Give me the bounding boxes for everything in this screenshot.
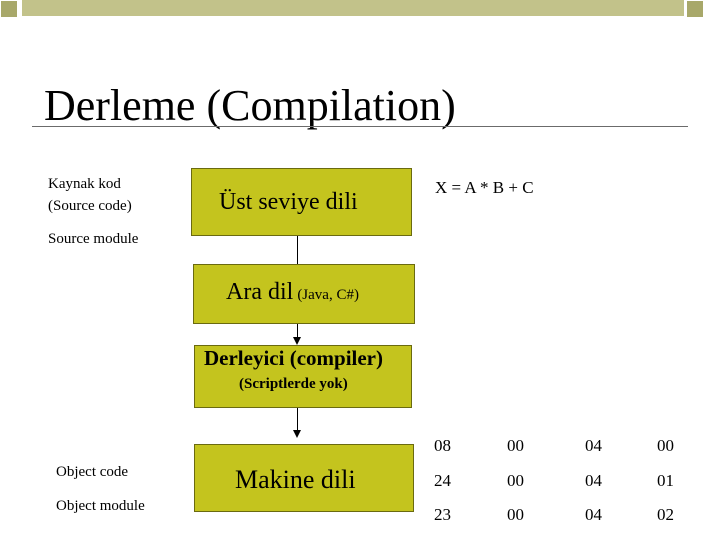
machine-code-cell: 08	[434, 436, 451, 455]
machine-code-cell: 00	[507, 471, 524, 490]
intermediate-language-box	[193, 264, 415, 324]
intermediate-language-examples: (Java, C#)	[297, 287, 359, 303]
arrow-head-1	[293, 337, 301, 345]
machine-code-cell: 24	[434, 471, 451, 490]
source-expression: X = A * B + C	[435, 178, 534, 197]
machine-code-cell: 01	[657, 471, 674, 490]
machine-code-cell: 00	[507, 436, 524, 455]
connector-line-1	[297, 236, 298, 264]
source-module-label: Source module	[48, 231, 139, 247]
machine-code-cell: 00	[507, 505, 524, 524]
machine-code-cell: 04	[585, 505, 602, 524]
decorative-top-band	[22, 0, 706, 24]
slide-title: Derleme (Compilation)	[44, 81, 456, 130]
compiler-note: (Scriptlerde yok)	[239, 376, 348, 392]
decorative-square-left	[0, 0, 18, 18]
connector-line-3	[297, 408, 298, 430]
machine-language-label: Makine dili	[235, 465, 356, 494]
machine-code-cell: 04	[585, 436, 602, 455]
machine-code-cell: 00	[657, 436, 674, 455]
source-code-label: Kaynak kod	[48, 176, 121, 192]
machine-code-cell: 23	[434, 505, 451, 524]
compiler-box	[194, 345, 412, 408]
object-code-label: Object code	[56, 464, 129, 480]
machine-code-cell: 02	[657, 505, 674, 524]
high-level-language-box	[191, 168, 412, 236]
title-underline	[32, 126, 688, 127]
connector-line-2	[297, 324, 298, 338]
arrow-head-2	[293, 430, 301, 438]
intermediate-language-label: Ara dil	[226, 279, 294, 305]
high-level-language-label: Üst seviye dili	[219, 189, 358, 215]
object-module-label: Object module	[56, 498, 145, 514]
intermediate-language-text	[226, 279, 359, 306]
source-code-en-label: (Source code)	[48, 198, 132, 214]
decorative-band	[22, 0, 684, 18]
decorative-square-right	[686, 0, 704, 18]
machine-code-cell: 04	[585, 471, 602, 490]
machine-language-box	[194, 444, 414, 512]
compiler-label: Derleyici (compiler)	[204, 346, 383, 370]
